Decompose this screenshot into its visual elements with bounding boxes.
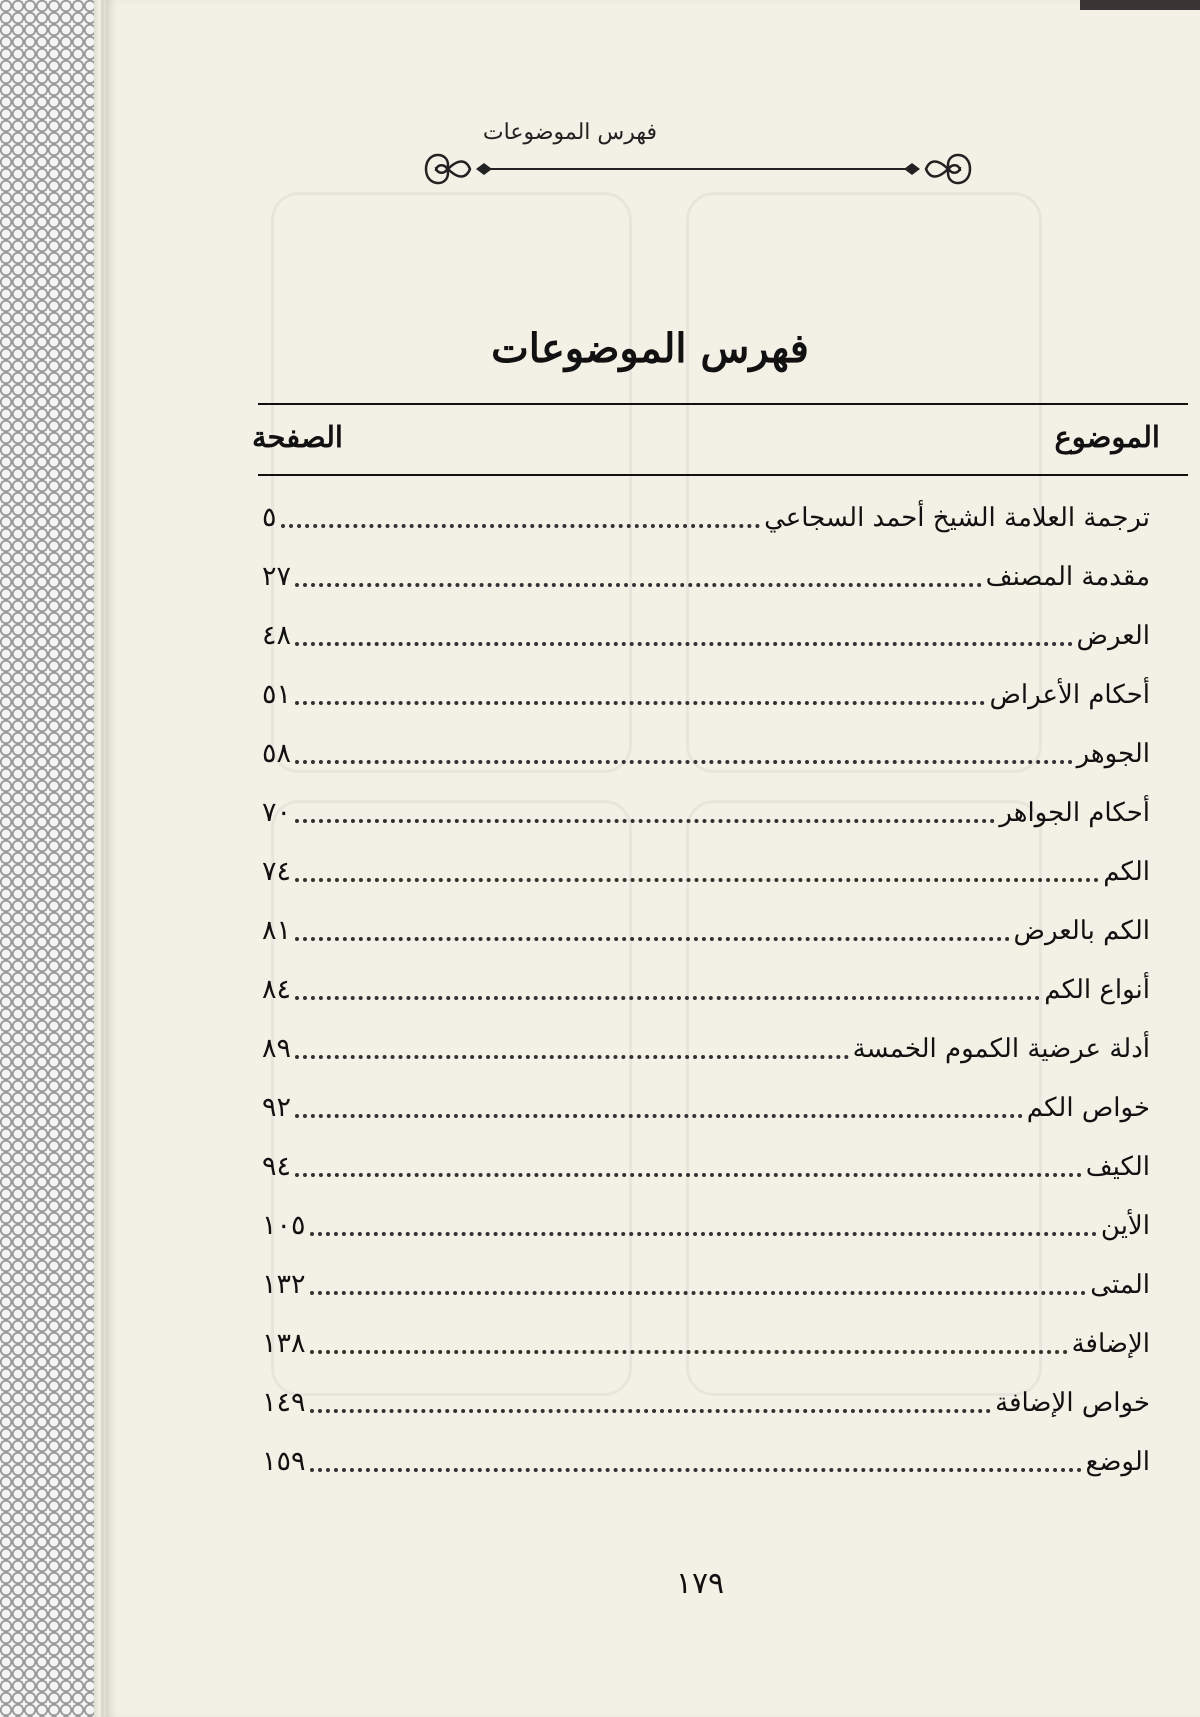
column-header-page: الصفحة bbox=[252, 420, 343, 454]
toc-entry-title: الجوهر bbox=[1076, 738, 1150, 769]
toc-entry-title: الكم bbox=[1103, 856, 1150, 887]
header-rule-bottom bbox=[258, 474, 1188, 476]
toc-entry-page: ٨١ bbox=[262, 915, 292, 946]
toc-entry bbox=[262, 1314, 1150, 1373]
toc-entry bbox=[262, 1137, 1150, 1196]
toc-entry bbox=[262, 724, 1150, 783]
toc-entry-title: أنواع الكم bbox=[1044, 974, 1150, 1005]
toc-entry bbox=[262, 1078, 1150, 1137]
running-header: فهرس الموضوعات bbox=[482, 120, 658, 145]
dot-leader bbox=[295, 583, 982, 587]
header-rule-top bbox=[258, 403, 1188, 405]
toc-entry-page: ١٣٢ bbox=[262, 1269, 306, 1300]
dot-leader bbox=[295, 1173, 1082, 1177]
toc-entry-page: ١٣٨ bbox=[262, 1328, 306, 1359]
dot-leader bbox=[310, 1350, 1068, 1354]
toc-entry-title: العرض bbox=[1076, 620, 1150, 651]
toc-entry bbox=[262, 488, 1150, 547]
dot-leader bbox=[295, 1055, 849, 1059]
toc-entry-page: ٧٤ bbox=[262, 856, 292, 887]
toc-entry-page: ٥ bbox=[262, 502, 277, 533]
toc-entry-title: الكم بالعرض bbox=[1013, 915, 1150, 946]
toc-list bbox=[262, 488, 1150, 1491]
toc-entry-title: أحكام الجواهر bbox=[999, 797, 1150, 828]
column-header-topic: الموضوع bbox=[1054, 420, 1160, 454]
dot-leader bbox=[295, 642, 1073, 646]
toc-entry-title: ترجمة العلامة الشيخ أحمد السجاعي bbox=[764, 502, 1150, 533]
dot-leader bbox=[295, 1114, 1023, 1118]
dot-leader bbox=[310, 1409, 992, 1413]
dot-leader bbox=[295, 937, 1010, 941]
toc-entry-page: ٤٨ bbox=[262, 620, 292, 651]
dot-leader bbox=[310, 1291, 1087, 1295]
dot-leader bbox=[295, 701, 985, 705]
dot-leader bbox=[310, 1468, 1082, 1472]
toc-entry-page: ١٠٥ bbox=[262, 1210, 306, 1241]
toc-entry-page: ٨٩ bbox=[262, 1033, 292, 1064]
toc-entry-page: ٥٨ bbox=[262, 738, 292, 769]
toc-entry bbox=[262, 1373, 1150, 1432]
toc-entry-title: الوضع bbox=[1085, 1446, 1150, 1477]
toc-entry-title: خواص الإضافة bbox=[995, 1387, 1150, 1418]
toc-entry bbox=[262, 960, 1150, 1019]
toc-entry-title: أحكام الأعراض bbox=[989, 679, 1150, 710]
dot-leader bbox=[281, 524, 761, 528]
toc-entry-page: ١٥٩ bbox=[262, 1446, 306, 1477]
toc-entry-page: ٩٢ bbox=[262, 1092, 292, 1123]
dot-leader bbox=[295, 996, 1040, 1000]
toc-entry-page: ٧٠ bbox=[262, 797, 292, 828]
toc-entry-title: خواص الكم bbox=[1026, 1092, 1150, 1123]
toc-entry-page: ٨٤ bbox=[262, 974, 292, 1005]
page-title: فهرس الموضوعات bbox=[491, 325, 809, 372]
toc-entry bbox=[262, 901, 1150, 960]
toc-entry-title: أدلة عرضية الكموم الخمسة bbox=[852, 1033, 1150, 1064]
toc-entry bbox=[262, 1432, 1150, 1491]
toc-entry-title: الإضافة bbox=[1071, 1328, 1150, 1359]
toc-entry bbox=[262, 606, 1150, 665]
toc-entry-title: المتى bbox=[1090, 1269, 1150, 1300]
dot-leader bbox=[295, 819, 995, 823]
toc-entry-title: الكيف bbox=[1085, 1151, 1150, 1182]
toc-entry bbox=[262, 1196, 1150, 1255]
toc-entry bbox=[262, 665, 1150, 724]
dot-leader bbox=[295, 878, 1099, 882]
ornament-divider-icon bbox=[418, 145, 978, 193]
toc-entry-page: ٩٤ bbox=[262, 1151, 292, 1182]
dot-leader bbox=[310, 1232, 1097, 1236]
toc-entry-title: مقدمة المصنف bbox=[985, 561, 1150, 592]
dot-leader bbox=[295, 760, 1073, 764]
toc-entry bbox=[262, 842, 1150, 901]
toc-entry-page: ١٤٩ bbox=[262, 1387, 306, 1418]
toc-entry-page: ٢٧ bbox=[262, 561, 292, 592]
toc-entry bbox=[262, 1255, 1150, 1314]
scanner-edge-pattern bbox=[0, 0, 102, 1717]
toc-entry-page: ٥١ bbox=[262, 679, 292, 710]
toc-entry bbox=[262, 547, 1150, 606]
toc-entry bbox=[262, 1019, 1150, 1078]
toc-entry bbox=[262, 783, 1150, 842]
toc-entry-title: الأين bbox=[1100, 1210, 1150, 1241]
page-number: ١٧٩ bbox=[675, 1566, 725, 1601]
scan-shadow bbox=[1080, 0, 1200, 10]
